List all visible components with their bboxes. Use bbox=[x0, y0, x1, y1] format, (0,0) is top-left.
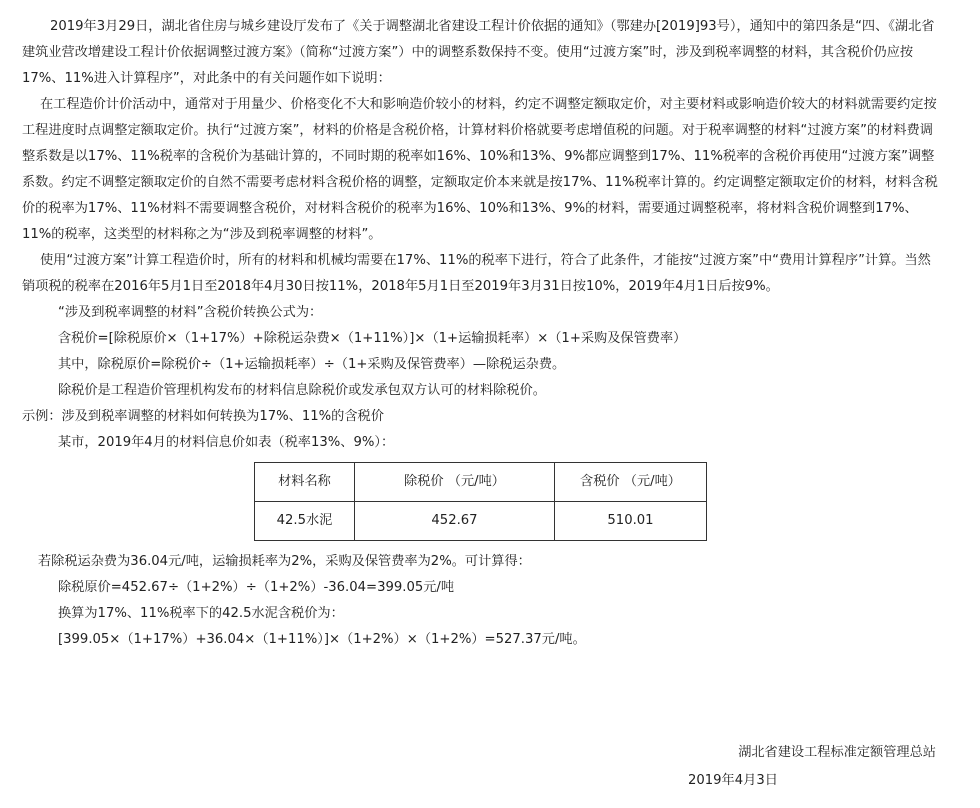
calc-step-1: 除税原价=452.67÷（1+2%）÷（1+2%）-36.04=399.05元/吨 bbox=[58, 580, 455, 595]
table-row bbox=[255, 502, 707, 541]
signature-org: 湖北省建设工程标准定额管理总站 bbox=[738, 745, 936, 760]
table-cell: 42.5水泥 bbox=[255, 502, 355, 541]
table-cell: 510.01 bbox=[555, 502, 707, 541]
formula-tax-inclusive: 含税价=[除税原价×（1+17%）+除税运杂费×（1+11%）]×（1+运输损耗率）×（1+采购及保管费率） bbox=[58, 331, 687, 346]
explanation-paragraph: 在工程造价计价活动中，通常对于用量少、价格变化不大和影响造价较小的材料，约定不调整定额取定价，对主要材料或影响造价较大的材料就需要约定按工程进度时点调整定额取定价。执行“过渡方案”，材料的价格是含税价格，计算材料价格就要考虑增值税的问题。对于税率调整的材料“过渡方案”的材料费调整系数是以17%、11%税率的含税价为基础计算的，不同时期的税率如16%、10%和13%、9%都应调整到17%、11%税率的含税价再使用“过渡方案”调整系数。约定不调整定额取定价的自然不需要考虑材料含税价格的调整，定额取定价本来就是按17%、11%税率计算的。约定调整定额取定价的材料，材料含税价的税率为17%、11%材料不需要调整含税价，对材料含税价的税率为16%、10%和13%、9%的材料，需要通过调整税率，将材料含税价调整到17%、11%的税率，这类型的材料称之为“涉及到税率调整的材料”。 bbox=[22, 97, 938, 242]
signature-date: 2019年4月3日 bbox=[688, 773, 778, 788]
table-header-cell: 含税价 （元/吨） bbox=[555, 463, 707, 502]
table-header-cell: 材料名称 bbox=[255, 463, 355, 502]
document-body bbox=[22, 14, 940, 653]
table-cell: 452.67 bbox=[355, 502, 555, 541]
intro-paragraph: 2019年3月29日，湖北省住房与城乡建设厅发布了《关于调整湖北省建设工程计价依据的通知》（鄂建办[2019]93号），通知中的第四条是“四、《湖北省建筑业营改增建设工程计价依据调整过渡方案》（简称“过渡方案”）中的调整系数保持不变。使用“过渡方案”时，涉及到税率调整的材料，其含税价仍应按17%、11%进入计算程序”，对此条中的有关问题作如下说明： bbox=[22, 19, 935, 86]
example-intro: 某市，2019年4月的材料信息价如表（税率13%、9%）： bbox=[58, 435, 395, 450]
formula-original-price: 其中，除税原价=除税价÷（1+运输损耗率）÷（1+采购及保管费率）—除税运杂费。 bbox=[58, 357, 566, 372]
example-title: 示例：涉及到税率调整的材料如何转换为17%、11%的含税价 bbox=[22, 409, 384, 424]
table-header-cell: 除税价 （元/吨） bbox=[355, 463, 555, 502]
table-header-row bbox=[255, 463, 707, 502]
calc-step-3: [399.05×（1+17%）+36.04×（1+11%）]×（1+2%）×（1+2%）=527.37元/吨。 bbox=[58, 632, 586, 647]
usage-paragraph: 使用“过渡方案”计算工程造价时，所有的材料和机械均需要在17%、11%的税率下进行，符合了此条件，才能按“过渡方案”中“费用计算程序”计算。当然销项税的税率在2016年5月1日至2018年4月30日按11%，2018年5月1日至2019年3月31日按10%，2019年4月1日后按9%。 bbox=[22, 253, 931, 294]
formula-title: “涉及到税率调整的材料”含税价转换公式为： bbox=[58, 305, 323, 320]
price-table-wrapper bbox=[22, 462, 940, 541]
calc-step-2: 换算为17%、11%税率下的42.5水泥含税价为： bbox=[58, 606, 344, 621]
price-table bbox=[254, 462, 707, 541]
calc-intro: 若除税运杂费为36.04元/吨，运输损耗率为2%，采购及保管费率为2%。可计算得： bbox=[38, 554, 531, 569]
formula-note: 除税价是工程造价管理机构发布的材料信息除税价或发承包双方认可的材料除税价。 bbox=[58, 383, 546, 398]
